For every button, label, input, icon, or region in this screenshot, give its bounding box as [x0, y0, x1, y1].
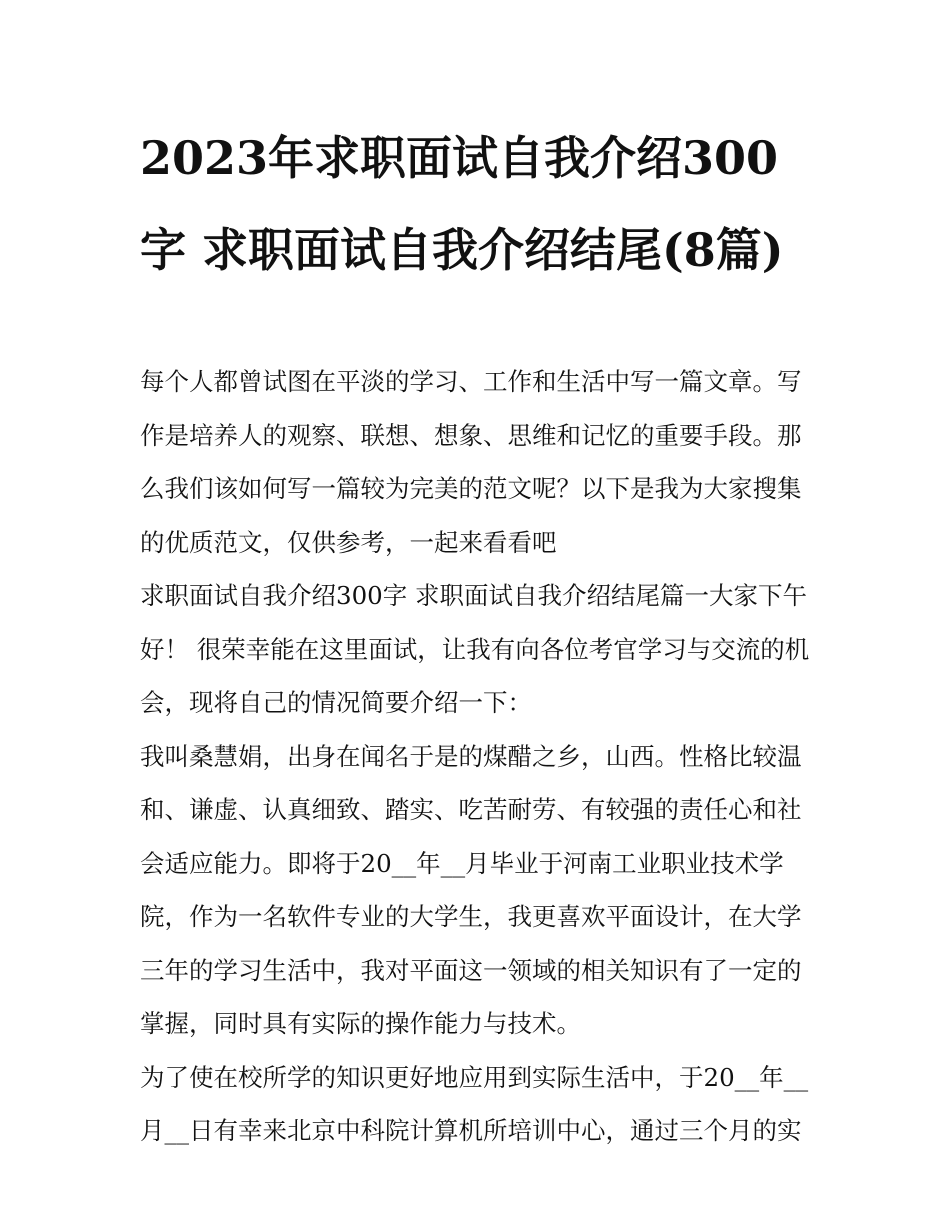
paragraph-background: 我叫桑慧娟，出身在闻名于是的煤醋之乡，山西。性格比较温和、谦虚、认真细致、踏实、吃苦耐劳、有较强的责任心和社会适应能力。即将于20__年__月毕业于河南工业职业技术学院，作为一名软件专业的大学生，我更喜欢平面设计，在大学三年的学习生活中，我对平面这一领域的相关知识有了一定的掌握，同时具有实际的操作能力与技术。 — [140, 741, 802, 1038]
document-body — [140, 355, 820, 1158]
paragraph-intro: 每个人都曾试图在平淡的学习、工作和生活中写一篇文章。写作是培养人的观察、联想、想象、思维和记忆的重要手段。那么我们该如何写一篇较为完美的范文呢？以下是我为大家搜集的优质范文，仅供参考，一起来看看吧 — [140, 367, 802, 557]
document-title: 2023年求职面试自我介绍300字 求职面试自我介绍结尾(8篇) — [140, 131, 784, 277]
paragraph-greeting: 求职面试自我介绍300字 求职面试自我介绍结尾篇一大家下午好！ 很荣幸能在这里面试，让我有向各位考官学习与交流的机会，现将自己的情况简要介绍一下： — [140, 581, 810, 717]
paragraph-training: 为了使在校所学的知识更好地应用到实际生活中，于20__年__月__日有幸来北京中科院计算机所培训中心，通过三个月的实 — [140, 1062, 809, 1145]
